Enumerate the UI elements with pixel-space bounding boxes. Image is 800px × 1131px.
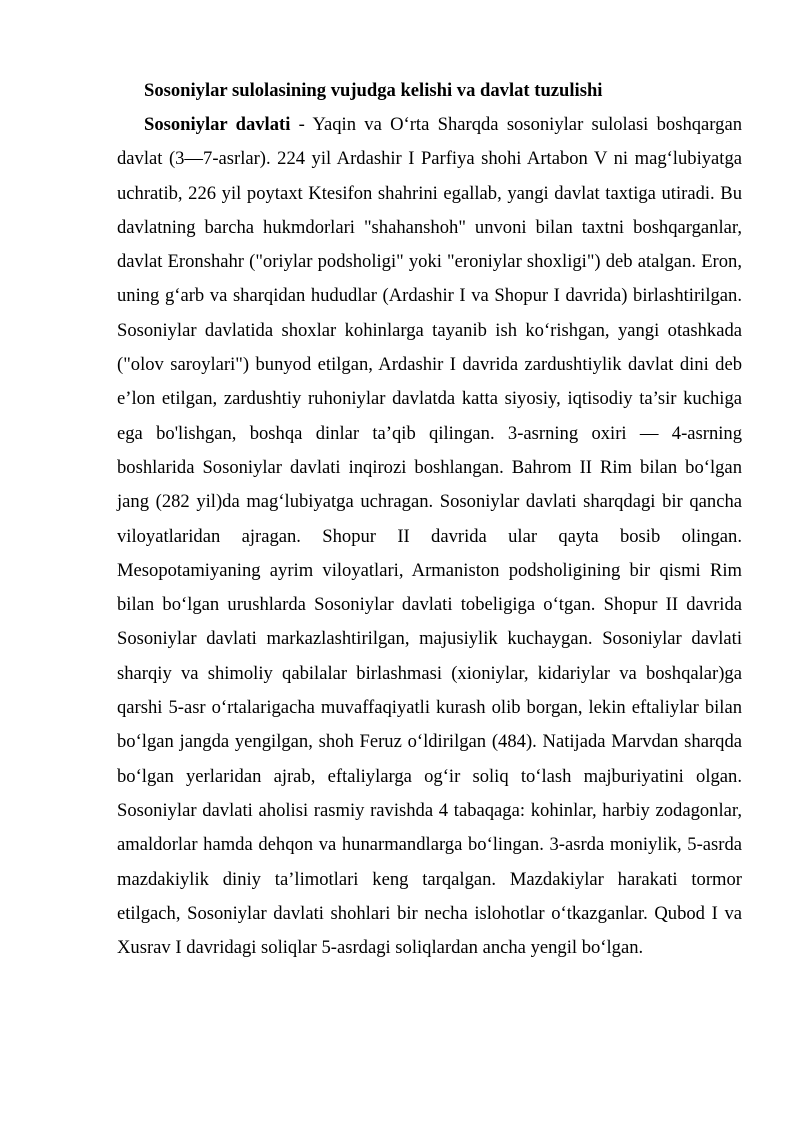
term-heading: Sosoniylar davlati [144,114,291,135]
body-text: - Yaqin va O‘rta Sharqda sosoniylar sulolasi boshqargan davlat (3—7-asrlar). 224 yil Ardashir I Parfiya shohi Artabon V ni mag‘lubiyatga uchratib, 226 yil poytaxt Ktesifon shahrini egallab, yangi davlat taxtiga utiradi. Bu davlatning barcha hukmdorlari "shahanshoh" unvoni bilan taxtni boshqarganlar, davlat Eronshahr ("oriylar podsholigi" yoki "eroniylar shoxligi") deb atalgan. Eron, uning g‘arb va sharqidan hududlar (Ardashir I va Shopur I davrida) birlashtirilgan. Sosoniylar davlatida shoxlar kohinlarga tayanib ish ko‘rishgan, yangi otashkada ("olov saroylari") bunyod etilgan, Ardashir I davrida zardushtiylik davlat dini deb e’lon etilgan, zardushtiy ruhoniylar davlatda katta siyosiy, iqtisodiy ta’sir kuchiga ega bo'lishgan, boshqa dinlar ta’qib qilingan. 3-asrning oxiri — 4-asrning boshlarida Sosoniylar davlati inqirozi boshlangan. Bahrom II Rim bilan bo‘lgan jang (282 yil)da mag‘lubiyatga uchragan. Sosoniylar davlati sharqdagi bir qancha viloyatlaridan ajragan. Shopur II davrida ular qayta bosib olingan. Mesopotamiyaning ayrim viloyatlari, Armaniston podsholigining bir qismi Rim bilan bo‘lgan urushlarda Sosoniylar davlati tobeligiga o‘tgan. Shopur II davrida Sosoniylar davlati markazlashtirilgan, majusiylik kuchaygan. Sosoniylar davlati sharqiy va shimoliy qabilalar birlashmasi (xioniylar, kidariylar va boshqalar)ga qarshi 5-asr o‘rtalarigacha muvaffaqiyatli kurash olib borgan, lekin eftaliylar bilan bo‘lgan jangda yengilgan, shoh Feruz o‘ldirilgan (484). Natijada Marvdan sharqda bo‘lgan yerlaridan ajrab, eftaliylarga og‘ir soliq to‘lash majburiyatini olgan. Sosoniylar davlati aholisi rasmiy ravishda 4 tabaqaga: kohinlar, harbiy zodagonlar, amaldorlar hamda dehqon va hunarmandlarga bo‘lingan. 3-asrda moniylik, 5-asrda mazdakiylik diniy ta’limotlari keng tarqalgan. Mazdakiylar harakati tormor etilgach, Sosoniylar davlati shohlari bir necha islohotlar o‘tkazganlar. Qubod I va Xusrav I davridagi soliqlar 5-asrdagi soliqlardan ancha yengil bo‘lgan. [117,114,742,959]
body-paragraph [117,108,742,965]
document-title: Sosoniylar sulolasining vujudga kelishi va davlat tuzulishi [144,80,603,101]
